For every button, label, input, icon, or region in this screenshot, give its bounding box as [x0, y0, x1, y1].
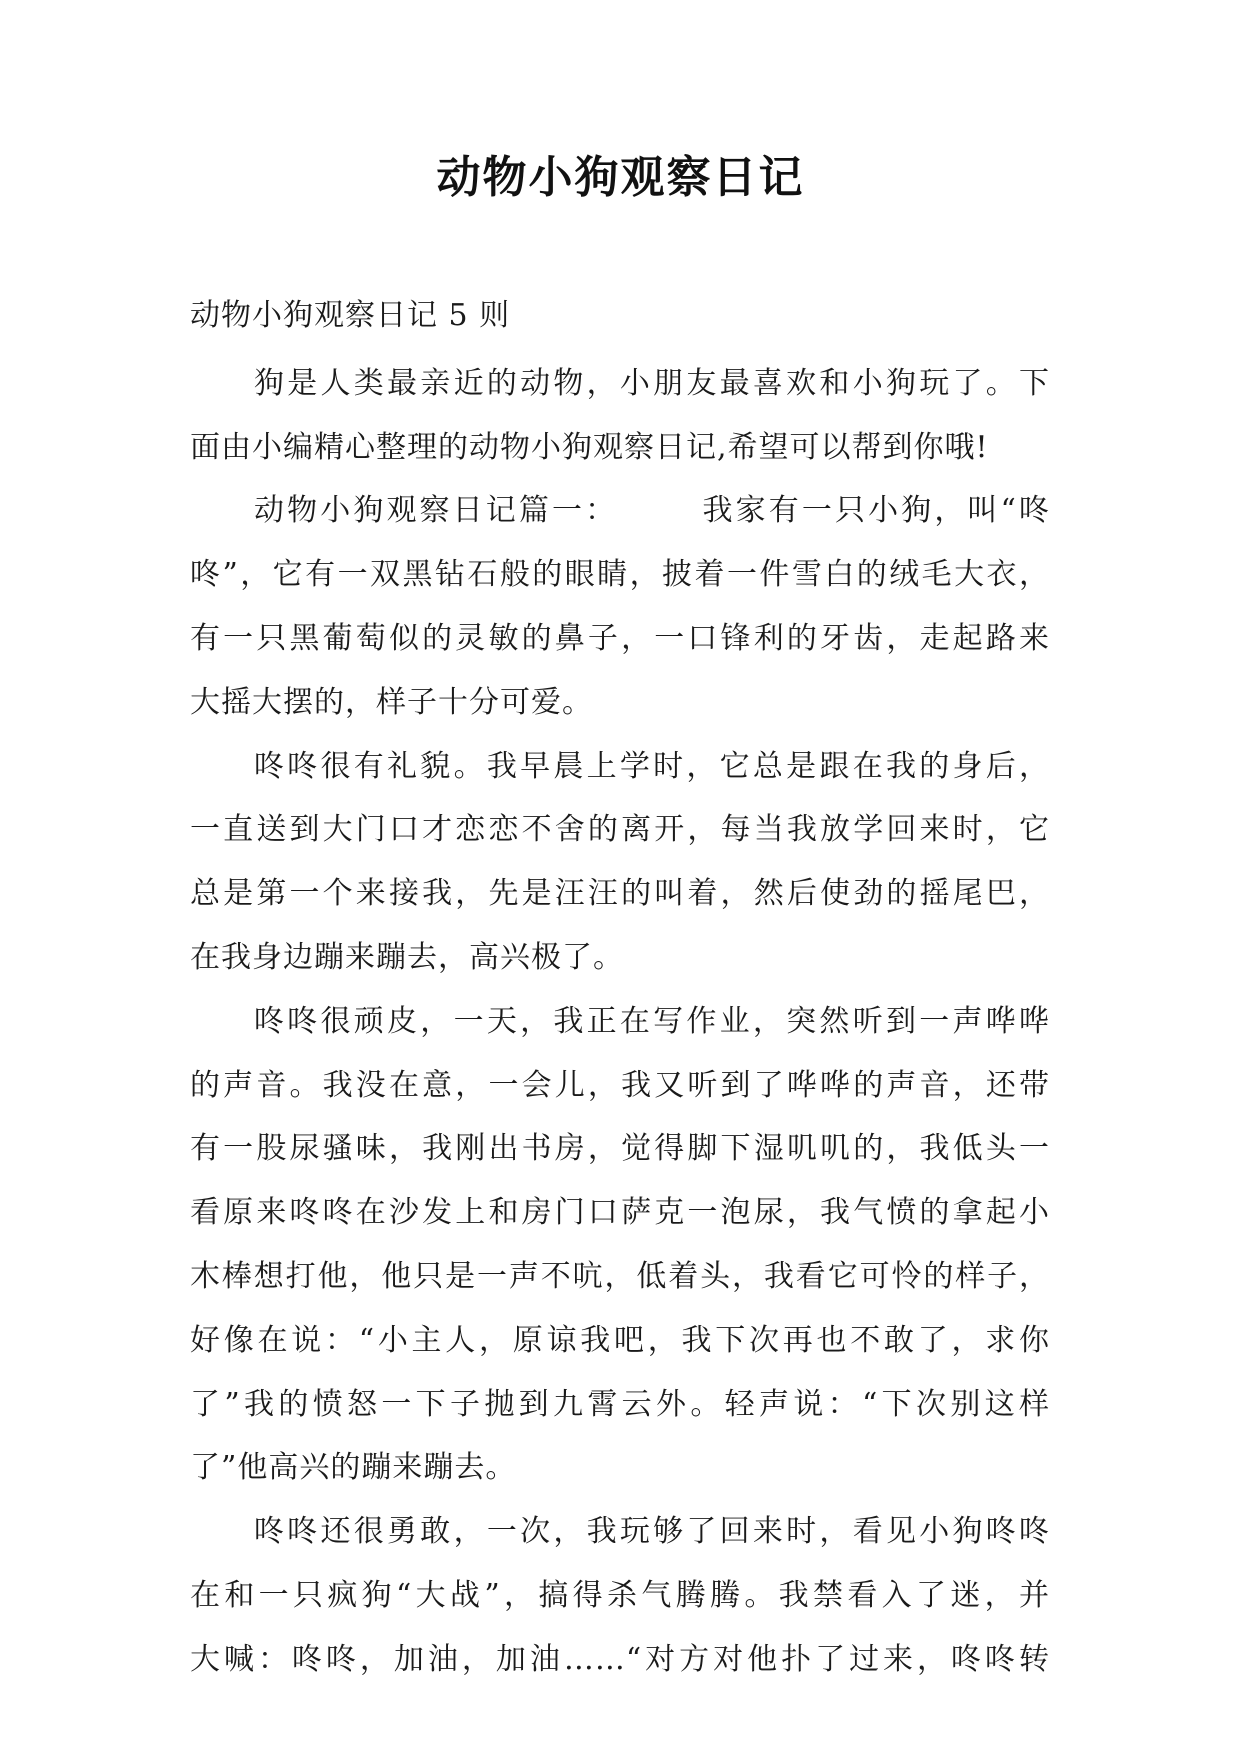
text-line: 一直送到大门口才恋恋不舍的离开，每当我放学回来时，它 — [190, 812, 1050, 848]
text-line: 在和一只疯狗“大战”，搞得杀气腾腾。我禁看入了迷，并 — [190, 1577, 1050, 1613]
text-line: 有一只黑葡萄似的灵敏的鼻子，一口锋利的牙齿，走起路来 — [190, 620, 1050, 656]
text-line: 木棒想打他，他只是一声不吭，低着头，我看它可怜的样子， — [190, 1258, 1050, 1294]
text-line: 咚咚很有礼貌。我早晨上学时，它总是跟在我的身后， — [254, 748, 1050, 784]
text-line: 咚咚很顽皮，一天，我正在写作业，突然听到一声哗哗 — [254, 1003, 1050, 1039]
text-line: 大摇大摆的，样子十分可爱。 — [190, 684, 593, 720]
text-line: 狗是人类最亲近的动物，小朋友最喜欢和小狗玩了。下 — [254, 365, 1050, 401]
document-title: 动物小狗观察日记 — [436, 152, 805, 203]
text-line: 了”我的愤怒一下子抛到九霄云外。轻声说：“下次别这样 — [190, 1386, 1050, 1422]
document-subtitle: 动物小狗观察日记 5 则 — [190, 298, 511, 333]
text-line: 了”他高兴的蹦来蹦去。 — [190, 1450, 517, 1486]
document-body — [190, 284, 1050, 1692]
text-line: 咚”，它有一双黑钻石般的眼睛，披着一件雪白的绒毛大衣， — [190, 557, 1050, 593]
text-line: 看原来咚咚在沙发上和房门口萨克一泡尿，我气愤的拿起小 — [190, 1195, 1050, 1231]
text-line: 好像在说：“小主人，原谅我吧，我下次再也不敢了，求你 — [190, 1322, 1050, 1358]
text-line: 面由小编精心整理的动物小狗观察日记,希望可以帮到你哦! — [190, 429, 989, 465]
text-line: 动物小狗观察日记篇一： 我家有一只小狗，叫“咚 — [254, 493, 1050, 529]
text-line: 的声音。我没在意，一会儿，我又听到了哗哗的声音，还带 — [190, 1067, 1050, 1103]
text-line: 总是第一个来接我，先是汪汪的叫着，然后使劲的摇尾巴， — [190, 876, 1050, 912]
text-line: 在我身边蹦来蹦去，高兴极了。 — [190, 939, 624, 975]
text-line: 有一股尿骚味，我刚出书房，觉得脚下湿叽叽的，我低头一 — [190, 1131, 1050, 1167]
text-line: 大喊：咚咚，加油，加油……“对方对他扑了过来，咚咚转 — [190, 1641, 1050, 1677]
text-line: 咚咚还很勇敢，一次，我玩够了回来时，看见小狗咚咚 — [254, 1514, 1050, 1550]
